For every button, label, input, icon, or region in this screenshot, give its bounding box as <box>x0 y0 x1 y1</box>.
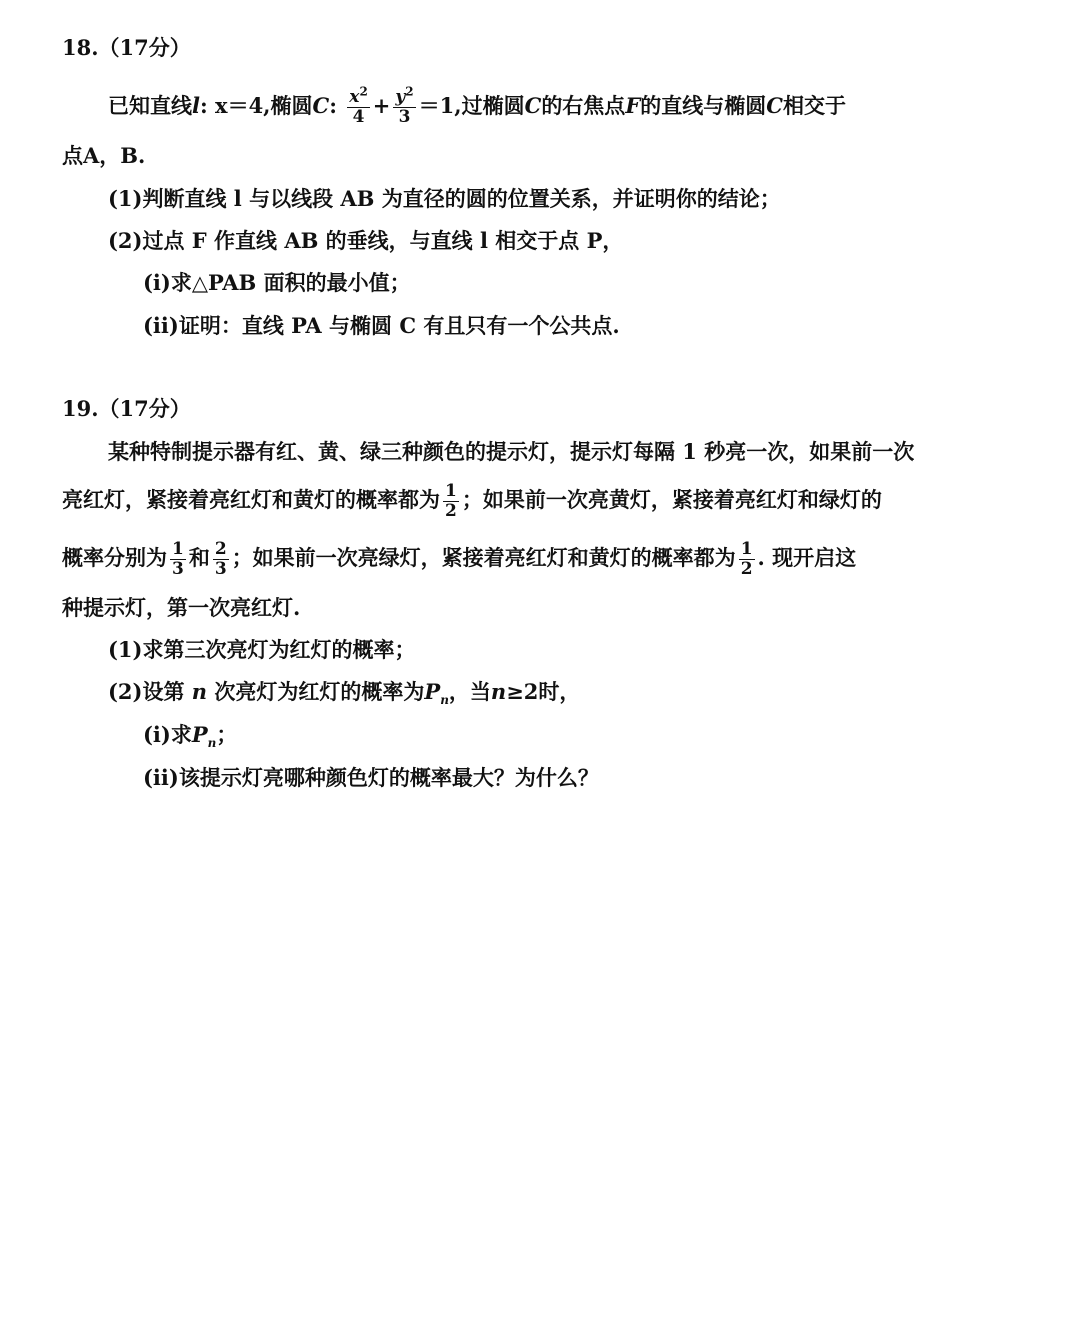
focus-f-symbol: F <box>625 93 641 118</box>
q19-part2-text: (2)设第 <box>108 679 185 704</box>
q18-part1: (1)判断直线 l 与以线段 AB 为直径的圆的位置关系，并证明你的结论； <box>108 186 781 211</box>
q19-stem-part: . 现开启这 <box>757 545 857 570</box>
frac-numerator-x: x <box>349 87 360 107</box>
frac-exponent: 2 <box>405 84 414 99</box>
n-symbol: n <box>490 679 507 704</box>
frac-denominator: 3 <box>214 559 227 579</box>
fraction-one-half <box>739 540 755 579</box>
q19-stem-line3 <box>62 538 856 579</box>
q18-heading: 18.（17分） <box>62 35 191 60</box>
frac-denominator: 4 <box>352 107 365 127</box>
q19-part2-i <box>143 720 237 750</box>
q19-part2-text: ≥2时， <box>506 679 581 704</box>
q18-stem-part: 已知直线 <box>108 93 192 118</box>
q18-stem-part: ＝1,过椭圆 <box>418 93 525 118</box>
q18-part2-ii: (ⅱ)证明：直线 PA 与椭圆 C 有且只有一个公共点. <box>143 313 620 338</box>
q18-stem-part: 的右焦点 <box>541 93 626 118</box>
frac-numerator: 1 <box>172 539 184 559</box>
q19-stem-line1: 某种特制提示器有红、黄、绿三种颜色的提示灯，提示灯每隔 1 秒亮一次，如果前一次 <box>108 439 915 464</box>
plus-sign: + <box>372 93 391 118</box>
q18-part2-i: (ⅰ)求△PAB 面积的最小值； <box>143 270 411 295</box>
q19-stem-part: ；如果前一次亮黄灯，紧接着亮红灯和绿灯的 <box>461 487 882 512</box>
frac-denominator: 2 <box>740 559 753 579</box>
frac-denominator: 3 <box>172 559 184 579</box>
fraction-one-third <box>170 540 186 579</box>
n-symbol: n <box>191 679 208 704</box>
fraction-one-half <box>443 482 459 521</box>
frac-denominator: 2 <box>445 501 457 521</box>
q18-part2: (2)过点 F 作直线 AB 的垂线，与直线 l 相交于点 P， <box>108 228 624 253</box>
q19-stem-line2 <box>62 480 882 521</box>
q19-part2-text: 次亮灯为红灯的概率为 <box>214 679 425 704</box>
q18-stem-part: 相交于 <box>782 93 846 118</box>
p-symbol: P <box>424 679 441 704</box>
ellipse-c-symbol: C <box>524 93 542 118</box>
p-subscript: n <box>440 693 449 708</box>
p-subscript: n <box>207 736 217 751</box>
q19-part2-i-text: ； <box>216 722 238 747</box>
q19-stem-part: ；如果前一次亮绿灯，紧接着亮红灯和黄灯的概率都为 <box>231 545 736 570</box>
fraction-x2-over-4 <box>347 84 370 127</box>
q19-stem-line4: 种提示灯，第一次亮红灯. <box>62 595 301 620</box>
fraction-y2-over-3 <box>393 84 415 127</box>
q19-part2 <box>108 677 580 707</box>
frac-numerator: 1 <box>445 481 457 501</box>
frac-numerator: 2 <box>214 539 227 559</box>
ellipse-c-symbol: C <box>766 93 783 118</box>
q19-stem-part: 和 <box>188 545 210 570</box>
frac-numerator: 1 <box>740 539 753 559</box>
p-symbol: P <box>191 722 208 747</box>
q19-part1: (1)求第三次亮灯为红灯的概率； <box>108 637 416 662</box>
ellipse-c-symbol: C <box>312 93 330 118</box>
frac-numerator-y: y <box>395 87 406 107</box>
line-l-symbol: l <box>192 93 200 118</box>
frac-exponent: 2 <box>359 84 368 99</box>
fraction-two-thirds <box>213 540 229 579</box>
q19-stem-part: 概率分别为 <box>62 545 167 570</box>
q18-stem-line1 <box>108 86 846 127</box>
q19-part2-text: ，当 <box>448 679 491 704</box>
q19-stem-part: 亮红灯，紧接着亮红灯和黄灯的概率都为 <box>62 487 440 512</box>
q19-part2-ii: (ⅱ)该提示灯亮哪种颜色灯的概率最大？为什么？ <box>143 765 599 790</box>
frac-denominator: 3 <box>398 107 411 127</box>
q19-heading: 19.（17分） <box>62 396 191 421</box>
q19-part2-i-text: (ⅰ)求 <box>143 722 192 747</box>
q18-stem-line2: 点A，B. <box>62 143 146 168</box>
q18-stem-part: : x＝4,椭圆 <box>199 93 313 118</box>
q18-stem-part: 的直线与椭圆 <box>640 93 767 118</box>
q18-stem-part: : <box>329 93 337 118</box>
